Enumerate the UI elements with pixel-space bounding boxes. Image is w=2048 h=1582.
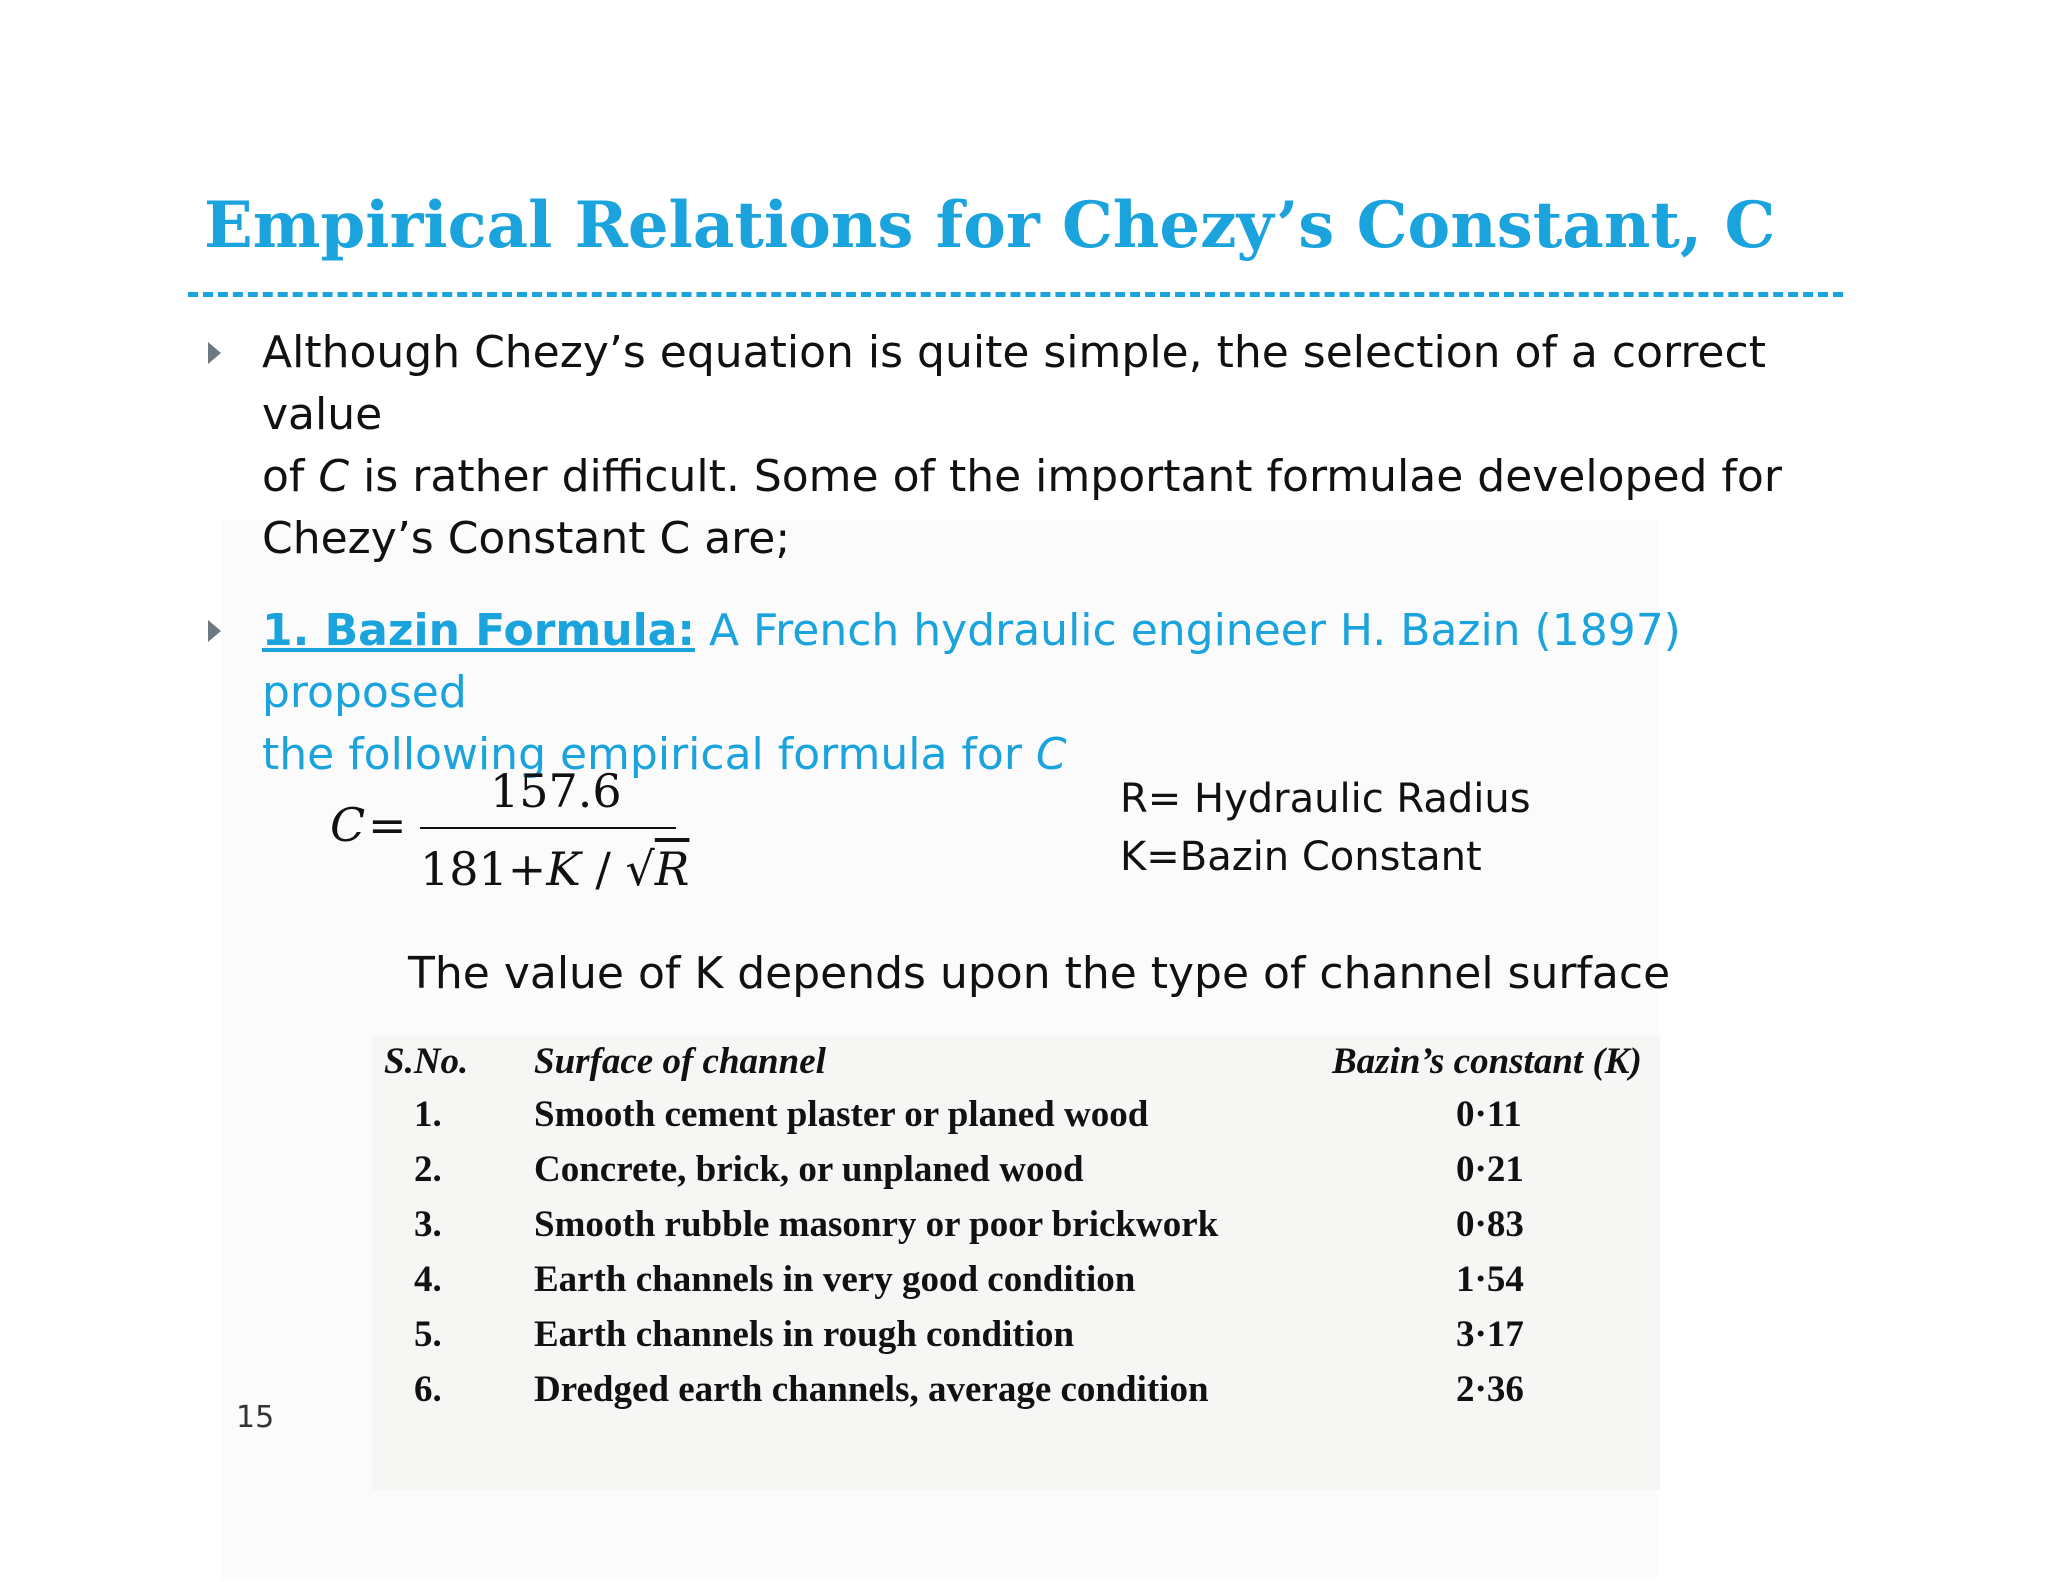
formula-equals: = xyxy=(368,798,407,852)
bullet-arrow-icon xyxy=(208,342,221,364)
table-cell-k: 0·83 xyxy=(1456,1204,1524,1245)
formula-numerator: 157.6 xyxy=(490,764,622,818)
page-number: 15 xyxy=(236,1400,275,1435)
table-cell-k: 0·11 xyxy=(1456,1094,1522,1135)
table-cell-surface: Concrete, brick, or unplaned wood xyxy=(534,1149,1084,1190)
table-cell-surface: Dredged earth channels, average condition xyxy=(534,1369,1209,1410)
slide-title: Empirical Relations for Chezy’s Constant, C xyxy=(204,188,1776,263)
table-cell-sno: 1. xyxy=(414,1094,442,1135)
table-cell-sno: 2. xyxy=(414,1149,442,1190)
table-cell-k: 0·21 xyxy=(1456,1149,1524,1190)
table-cell-surface: Earth channels in rough condition xyxy=(534,1314,1075,1355)
table-cell-sno: 4. xyxy=(414,1259,442,1300)
formula-denominator: 181+K / √R xyxy=(420,842,690,896)
table-cell-sno: 5. xyxy=(414,1314,442,1355)
table-cell-surface: Smooth rubble masonry or poor brickwork xyxy=(534,1204,1219,1245)
formula-lhs: C xyxy=(330,798,366,852)
table-cell-k: 2·36 xyxy=(1456,1369,1524,1410)
variable-c: C xyxy=(1035,729,1067,780)
fraction-bar xyxy=(420,827,676,829)
table-cell-surface: Earth channels in very good condition xyxy=(534,1259,1136,1300)
table-cell-k: 3·17 xyxy=(1456,1314,1524,1355)
bazin-heading: 1. Bazin Formula: xyxy=(262,605,695,656)
bazin-constant-table xyxy=(372,1036,1660,1490)
table-cell-sno: 3. xyxy=(414,1204,442,1245)
bazin-formula xyxy=(330,764,690,900)
bazin-line-2: the following empirical formula for C xyxy=(262,729,1067,780)
bullet-arrow-icon xyxy=(208,620,221,642)
table-header-surface: Surface of channel xyxy=(534,1041,826,1082)
intro-line-3: Chezy’s Constant C are; xyxy=(262,513,791,564)
intro-line-2: of C is rather difficult. Some of the important formulae developed for xyxy=(262,451,1782,502)
sqrt-icon: √ xyxy=(625,842,655,896)
definition-k: K=Bazin Constant xyxy=(1120,834,1482,880)
table-cell-sno: 6. xyxy=(414,1369,442,1410)
table-header-constant: Bazin’s constant (K) xyxy=(1332,1041,1642,1082)
bazin-paragraph xyxy=(262,600,1862,786)
formula-definitions xyxy=(1120,770,1720,886)
k-note: The value of K depends upon the type of channel surface xyxy=(408,948,1671,999)
intro-line-1: Although Chezy’s equation is quite simple, the selection of a correct value xyxy=(262,327,1766,440)
intro-paragraph xyxy=(262,322,1862,570)
table-cell-k: 1·54 xyxy=(1456,1259,1524,1300)
definition-r: R= Hydraulic Radius xyxy=(1120,776,1531,822)
title-divider xyxy=(188,292,1843,297)
variable-c: C xyxy=(318,451,350,502)
bazin-line-1: 1. Bazin Formula: A French hydraulic engineer H. Bazin (1897) proposed xyxy=(262,605,1681,718)
table-header-sno: S.No. xyxy=(384,1041,469,1082)
table-cell-surface: Smooth cement plaster or planed wood xyxy=(534,1094,1149,1135)
